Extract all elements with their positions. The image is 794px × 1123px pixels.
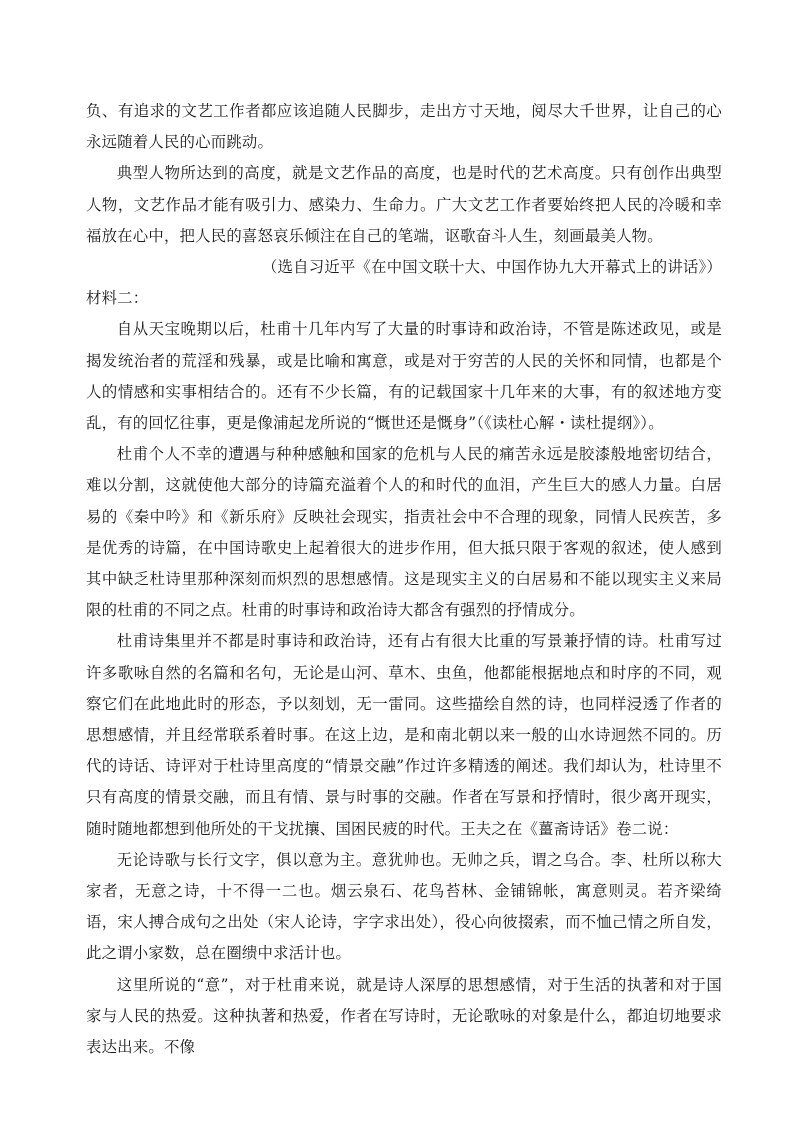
paragraph-continuation: 负、有追求的文艺工作者都应该追随人民脚步，走出方寸天地，阅尽大千世界，让自己的心永远随着人民的心而跳动。: [86, 102, 722, 152]
paragraph-meaning-of-yi: 这里所说的“意”，对于杜甫来说，就是诗人深厚的思想感情，对于生活的执著和对于国家与人民的热爱。这种执著和热爱，作者在写诗时，无论歌咏的对象是什么，都迫切地要求表达出来。不像: [86, 975, 722, 1057]
paragraph-landscape-poems: 杜甫诗集里并不都是时事诗和政治诗，还有占有很大比重的写景兼抒情的诗。杜甫写过许多歌咏自然的名篇和名句，无论是山河、草木、虫鱼，他都能根据地点和时序的不同，观察它们在此地此时的形态，予以刻划，无一雷同。这些描绘自然的诗，也同样浸透了作者的思想感情，并且经常联系着时事。在这上边，是和南北朝以来一般的山水诗迥然不同的。历代的诗话、诗评对于杜诗里高度的“情景交融”作过许多精透的阐述。我们却认为，杜诗里不只有高度的情景交融，而且有情、景与时事的交融。作者在写景和抒情时，很少离开现实，随时随地都想到他所处的干戈扰攘、国困民疲的时代。王夫之在《薑斋诗话》卷二说：: [86, 632, 722, 838]
material-two-heading: 材料二：: [86, 289, 149, 308]
paragraph-du-fu-personal-and-national: 杜甫个人不幸的遭遇与种种感触和国家的危机与人民的痛苦永远是胶漆般地密切结合，难以分割，这就使他大部分的诗篇充溢着个人的和时代的血泪，产生巨大的感人力量。白居易的《秦中吟》和《新乐府》反映社会现实，指责社会中不合理的现象，同情人民疾苦，多是优秀的诗篇，在中国诗歌史上起着很大的进步作用，但大抵只限于客观的叙述，使人感到其中缺乏杜诗里那种深刻而炽烈的思想感情。这是现实主义的白居易和不能以现实主义来局限的杜甫的不同之点。杜甫的时事诗和政治诗大都含有强烈的抒情成分。: [86, 445, 722, 620]
quotation-wang-fuzhi: 无论诗歌与长行文字，俱以意为主。意犹帅也。无帅之兵，谓之乌合。李、杜所以称大家者，无意之诗，十不得一二也。烟云泉石、花鸟苔林、金铺锦帐，寓意则灵。若齐梁绮语，宋人搏合成句之出处（宋人论诗，字字求出处），役心向彼掇索，而不恤己情之所自发，此之谓小家数，总在圈缋中求活计也。: [86, 850, 722, 963]
paragraph-typical-characters: 典型人物所达到的高度，就是文艺作品的高度，也是时代的艺术高度。只有创作出典型人物，文艺作品才能有吸引力、感染力、生命力。广大文艺工作者要始终把人民的冷暖和幸福放在心中，把人民的喜怒哀乐倾注在自己的笔端，讴歌奋斗人生，刻画最美人物。: [86, 164, 722, 245]
source-citation: （选自习近平《在中国文联十大、中国作协九大开幕式上的讲话》）: [261, 258, 722, 277]
paragraph-du-fu-political-poems: 自从天宝晚期以后，杜甫十几年内写了大量的时事诗和政治诗，不管是陈述政见，或是揭发统治者的荒淫和残暴，或是比喻和寓意，或是对于穷苦的人民的关怀和同情，也都是个人的情感和实事相结合的。还有不少长篇，有的记载国家十几年来的大事，有的叙述地方变乱，有的回忆往事，更是像浦起龙所说的“慨世还是慨身”（《读杜心解・读杜提纲》）。: [86, 320, 722, 433]
document-body: [86, 96, 722, 1063]
